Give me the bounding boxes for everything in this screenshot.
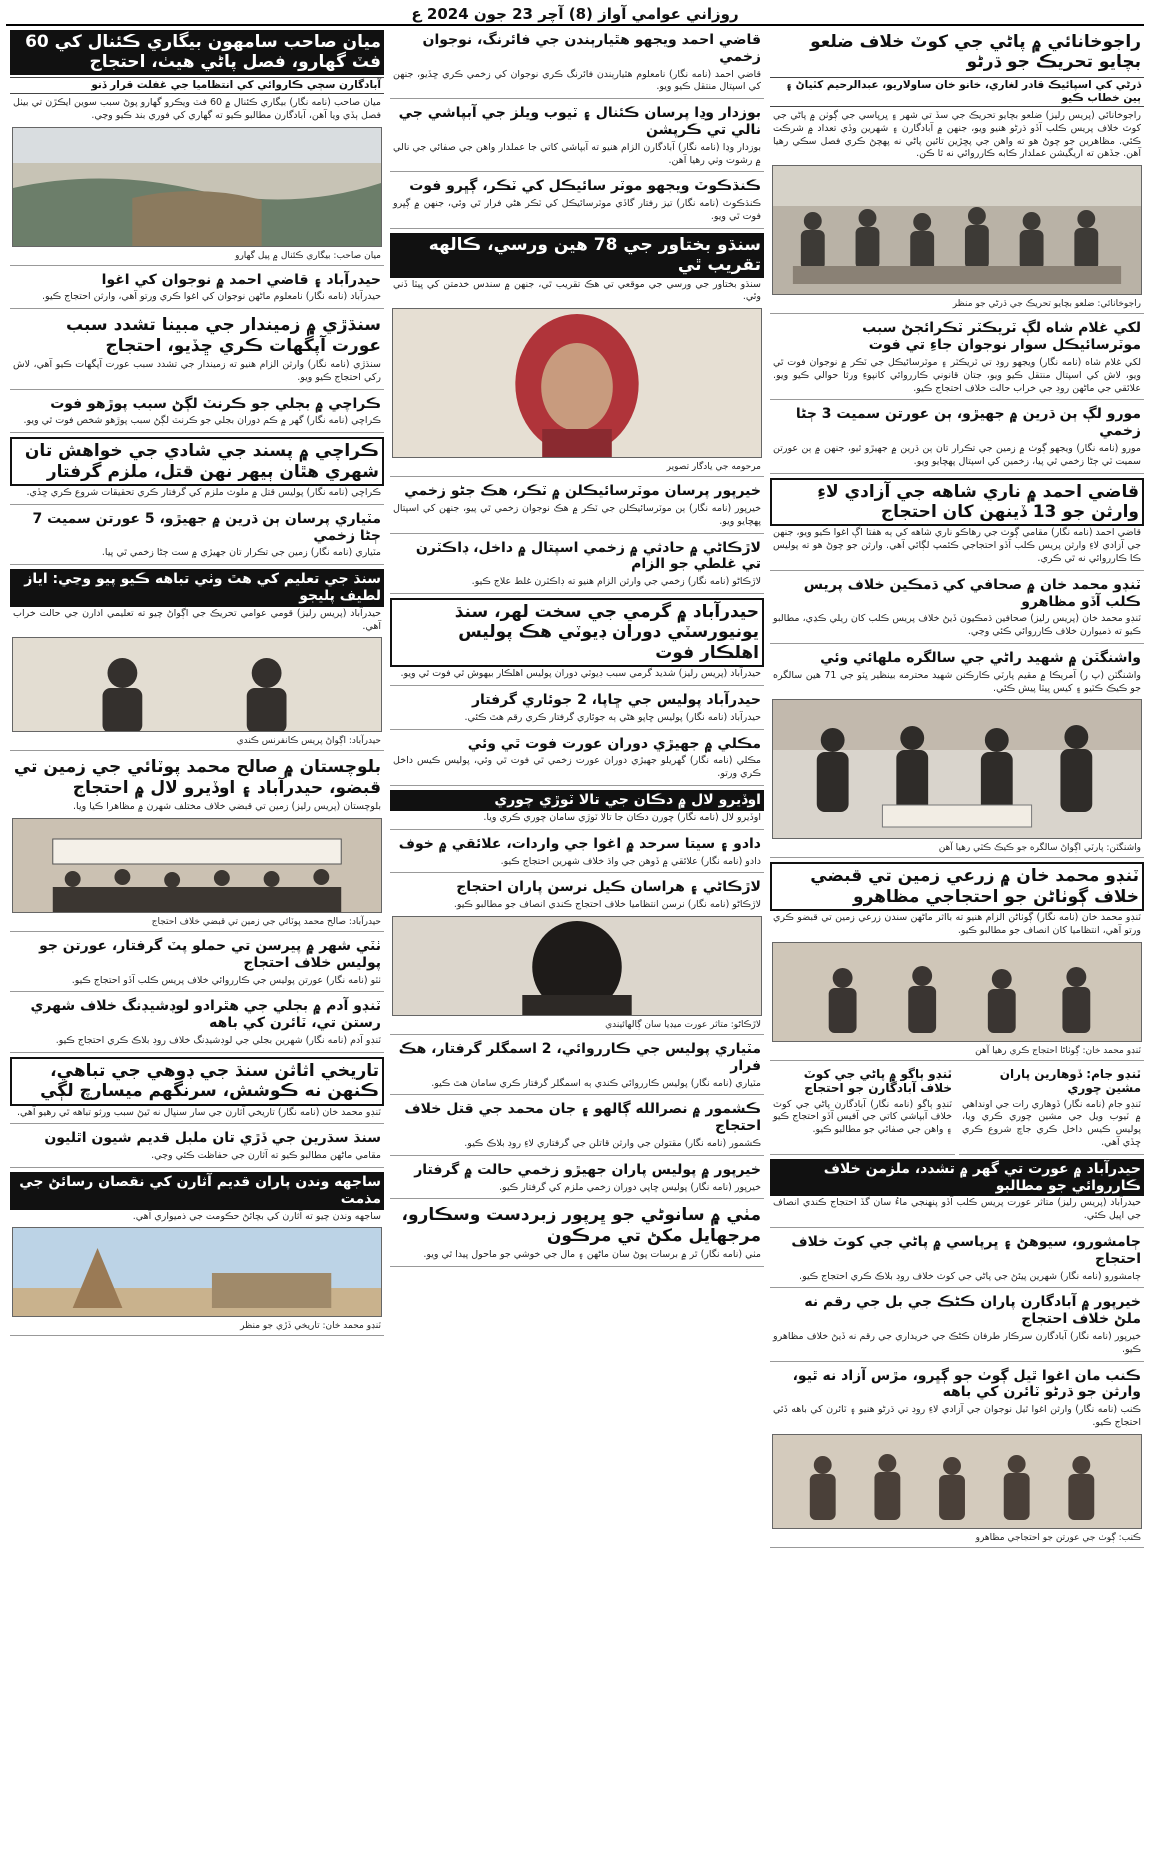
story-body: خيرپور (نامه نگار) ٻن موٽرسائيڪلن جي ٽڪر ۾ هڪ نوجوان زخمي ٿي پيو، جنهن کي اسپتال پهچايو ويو. [393,503,761,527]
photo-caption: راجوخانائي: ضلعو بچايو تحريڪ جي ڌرڻي جو منظر [952,299,1141,310]
headline: حيدرآباد ۾ عورت تي گهر ۾ تشدد، ملزمن خلاف ڪارروائي جو مطالبو [770,1159,1144,1197]
story-body: ٽنڊو جام (نامه نگار) ڏوهاري رات جي اونداهي ۾ ٽيوب ويل جي مشين چوري ڪري ويا، پوليس ڪيس داخل ڪري جاچ شروع ڪري ڇڏي آهي. [962,1098,1141,1149]
headline: مٺي ۾ سانوڻي جو ڀرپور زبردست وسڪارو، مرجهايل مکڻ تي مرڪون [401,1205,761,1246]
news-photo [772,699,1142,839]
headline: قاضي احمد ۾ ناري شاهه جي آزادي لاءِ وارثن جو 13 ڏينهن کان احتجاج [770,478,1144,527]
headline: لاڙڪاڻي ۽ هراسان ڪيل نرسن پاران احتجاج [456,879,761,896]
photo-caption: مرحومه جي يادگار تصوير [666,462,761,473]
story-body: ڪراچي (نامه نگار) گهر ۾ ڪم دوران بجلي جو ڪرنٽ لڳڻ سبب پوڙهو شخص فوت ٿي ويو. [23,415,381,427]
story [959,1065,1144,1155]
story [770,478,1144,571]
story-body: بوزدار وڍا (نامه نگار) آبادگارن الزام هنيو ته آبپاشي کاتي جا عملدار واهن جي صفائي جي نالي ۾ رشوت وٺي رهيا آهن. [393,141,761,166]
photo-caption: ڪنب: ڳوٺ جي عورتن جو احتجاجي مظاهرو [975,1532,1141,1543]
story-body: حيدرآباد (پريس رليز) قومي عوامي تحريڪ جي اڳواڻ چيو ته تعليمي ادارن جي حالت خراب آهي. [13,607,381,632]
subheadline: آبادگارن سڄي ڪاروائي کي انتظاميا جي غفلت قرار ڏنو [10,77,384,94]
story-body: مورو (نامه نگار) ويجهو ڳوٺ ۾ زمين جي تڪرار تان ٻن ڌرين ۾ جهيڙو ٿيو، جنهن ۾ ٻن عورتن سميت ٽي ڄڻا زخمي ٿي پيا، زخمين کي اسپتال پهچايو ويو. [773,442,1141,467]
headline: اوڏيرو لال ۾ دڪان جي تالا ٽوڙي چوري [390,790,764,811]
headline: مورو لڳ ٻن ڌرين ۾ جهيڙو، ٻن عورتن سميت 3 ڄڻا زخمي [795,406,1141,440]
story [390,877,764,1035]
story [770,1232,1144,1288]
headline: لکي غلام شاه لڳ ٽريڪٽر ٽڪرائجڻ سبب موٽرسائيڪل سوار نوجوان جاءِ تي فوت [862,320,1141,354]
story-body: ڪشمور (نامه نگار) مقتولن جي وارثن قاتلن جي گرفتاري لاءِ روڊ بلاڪ ڪيو. [464,1137,761,1149]
story-body: خيرپور (نامه نگار) پوليس ڇاپي دوران زخمي ملزم کي گرفتار ڪيو. [499,1181,761,1193]
headline: ڪنڌڪوٽ ويجهو موٽر سائيڪل کي ٽڪر، ڳڀرو فوت [409,178,761,195]
story-body: ٽنڊو محمد خان (نامه نگار) ڳوٺاڻن الزام هنيو ته بااثر ماڻهن سندن زرعي زمين تي قبضو ڪري ورتو آهي، انتظاميا کان انصاف جو مطالبو ڪيو. [773,912,1141,936]
story-body: اوڏيرو لال (نامه نگار) چورن دڪان جا تالا ٽوڙي سامان چوري ڪري ويا. [483,811,761,823]
column-middle [390,30,764,1856]
story-body: بلوچستان (پريس رليز) زمين تي قبضي خلاف مختلف شهرن ۾ مظاهرا ڪيا ويا. [73,801,381,813]
story-body: ڪراچي (نامه نگار) پوليس قتل ۾ ملوث ملزم کي گرفتار ڪري تحقيقات شروع ڪري ڇڏي. [26,486,381,498]
story [390,1099,764,1155]
headline: واشنگٽن ۾ شهيد راڻي جي سالگره ملهائي وئي [820,649,1141,666]
headline: حيدرآباد ۾ گرمي جي سخت لهر، سنڌ يونيورسٽي دوران ڊيوٽي هڪ پوليس اهلڪار فوت [390,598,764,667]
headline: خيرپور ۾ آبادگارن پاران ڪڻڪ جي بل جي رقم نه ملڻ خلاف احتجاج [804,1294,1141,1328]
story [10,270,384,310]
news-photo [392,916,762,1016]
story [770,318,1144,400]
story-body: دادو (نامه نگار) علائقي ۾ ڏوهن جي واڌ خلاف شهرين احتجاج ڪيو. [500,855,761,867]
story-body: حيدرآباد (نامه نگار) پوليس ڇاپو هڻي ٻه جوئاري گرفتار ڪري رقم هٿ ڪئي. [464,711,761,723]
subheadline: ڌرڻي کي اسپائيڪ قادر لغاري، خانو خان ساولاريو، عبدالرحيم کٽياڻ ۽ ٻين خطاب ڪيو [770,77,1144,107]
photo-caption: حيدرآباد: صالح محمد پوٽائي جي زمين تي قبضي خلاف احتجاج [151,916,381,927]
headline: ڪشمور ۾ نصرالله ڳالهو ۽ جان محمد جي قتل خلاف احتجاج [404,1101,761,1135]
photo-caption: ميان صاحب: بيگاري ڪئنال ۾ پيل گهارو [235,250,381,261]
headline: ٽنڊو جام: ڏوهارين پاران مشين چوري [999,1066,1141,1096]
news-photo [12,127,382,247]
story [10,313,384,389]
headline: مڪلي ۾ جهيڙي دوران عورت فوت ٿي وئي [467,735,761,752]
news-photo [12,818,382,913]
story-body: ٽنڊو ٻاگو (نامه نگار) آبادگارن پاڻي جي کوٽ خلاف آبپاشي کاتي جي آفيس آڏو احتجاج ڪيو ۽ واهن جي صفائي جو مطالبو ڪيو. [773,1098,952,1136]
photo-caption: حيدرآباد: اڳواڻ پريس ڪانفرنس ڪندي [236,736,381,747]
headline: حيدرآباد ۽ قاضي احمد ۾ نوجوان کي اغوا [101,271,381,288]
story-body: مٽياري (نامه نگار) پوليس ڪارروائي ڪندي ٻه اسمگلر گرفتار ڪري سامان هٿ ڪيو. [431,1077,761,1089]
story-body: ٽنڊو محمد خان (نامه نگار) تاريخي آثارن جي سار سنڀال نه ٿيڻ سبب ورثو تباهه ٿي رهيو آهي. [16,1106,381,1118]
headline: مٽياري پرسان ٻن ڌرين ۾ جهيڙو، 5 عورتن سميت 7 ڄڻا زخمي [32,510,381,544]
story [10,394,384,434]
story [770,648,1144,858]
story [10,996,384,1052]
story-body: ڪنب (نامه نگار) وارثن اغوا ٿيل نوجوان جي آزادي لاءِ روڊ تي ڌرڻو هنيو ۽ ٽائرن کي باهه ڏئي احتجاج ڪيو. [773,1404,1141,1429]
news-photo [772,1434,1142,1529]
story [390,1039,764,1095]
headline: ٽنڊو محمد خان ۾ صحافي کي ڌمڪين خلاف پريس ڪلب آڏو مظاهرو [803,576,1141,610]
headline: قاضي احمد ويجهو هٿيارٻندن جي فائرنگ، نوجوان زخمي [422,32,761,65]
story-body: لاڙڪاڻو (نامه نگار) زخمي جي وارثن الزام هنيو ته ڊاڪٽرن غلط علاج ڪيو. [471,576,761,588]
masthead [6,4,1144,26]
story-body: حيدرآباد (پريس رليز) شديد گرمي سبب ڊيوٽي دوران پوليس اهلڪار بيهوش ٿي فوت ٿي ويو. [400,668,761,680]
headline: بوزدار وڍا پرسان ڪئنال ۽ ٽيوب ويلز جي آبپاشي جي نالي تي ڪرپشن [398,105,761,139]
portrait-photo [392,308,762,458]
story-body: سنڌو بختاور جي ورسي جي موقعي تي هڪ تقريب ٿي، جنهن ۾ سندس خدمتن کي ڀيٽا ڏني وئي. [393,278,761,303]
headline: سنڌ جي تعليم کي هٿ وٺي تباهه ڪيو پيو وڃي: اياز لطيف پليجو [10,569,384,607]
story [10,755,384,932]
story [770,862,1144,1060]
headline: ڪراچي ۾ پسند جي شادي جي خواهش تان شهري هٿان ٻيهر نهن قتل، ملزم گرفتار [10,437,384,486]
story [390,1160,764,1200]
headline: ڄامشورو، سيوهڻ ۽ ڀرپاسي ۾ پاڻي جي کوٽ خلاف احتجاج [791,1234,1141,1267]
headline: ٽنڊو محمد خان ۾ زرعي زمين تي قبضي خلاف ڳوٺاڻن جو احتجاجي مظاهرو [770,862,1144,911]
photo-caption: لاڙڪاڻو: متاثر عورت ميڊيا سان ڳالهائيندي [605,1019,761,1030]
headline: لاڙڪاڻي ۾ حادثي ۾ زخمي اسپتال ۾ داخل، ڊاڪٽرن تي غلطي جو الزام [415,539,761,573]
story-body: مٽياري (نامه نگار) زمين جي تڪرار تان جهيڙي ۾ ست ڄڻا زخمي ٿي پيا. [101,547,381,559]
headline: تاريخي اثاثن سنڌ جي ڊوهي جي تباهي، ڪنهن نه ڪوشش، سرنگهم ميسارچ لڳي [10,1057,384,1106]
headline: بلوچستان ۾ صالح محمد پوٽائي جي زمين تي قبضو، حيدرآباد ۽ اوڏيرو لال ۾ احتجاج [13,757,381,798]
column-right [770,30,1144,1856]
headline: ميان صاحب سامهون بيگاري ڪئنال کي 60 فٽ گهارو، فصل پاڻي هيٺ، احتجاج [10,30,384,75]
story [390,734,764,786]
headline: ٺٽي شهر ۾ پيرسن تي حملو پٽ گرفتار، عورتن جو پوليس خلاف احتجاج [39,937,381,971]
story-body: راجوخانائي (پريس رليز) ضلعو بچايو تحريڪ جي سڏ تي شهر ۽ ڀرپاسي جي ڳوٺن ۾ پاڻي جي کوٽ خلاف پريس ڪلب آڏو ڌرڻو هنيو ويو، جنهن ۾ آبادگارن ۽ شهرين وڏي تعداد ۾ شرڪت ڪئي. مظاهرين جو چوڻ هو ته واهن جي پڇڙين تائين پاڻي نه پهچڻ ڪري فصل سڪي رهيا آهن. جڏهن ته اريگيشن عملدار ڪابه ڪارروائي نه ٿا ڪن. [773,110,1141,160]
headline: خيرپور ۾ پوليس پاران جهيڙو زخمي حالت ۾ گرفتار [414,1161,761,1178]
story-body: قاضي احمد (نامه نگار) مقامي ڳوٺ جي رهاڪو ناري شاهه کي ٻه هفتا اڳ اغوا ڪيو ويو، جنهن جي آزادي لاءِ وارثن پريس ڪلب آڏو احتجاجي ڪئمپ لڳائي آهي. وارثن جو چوڻ هو ته پوليس ڪا ڪارروائي نه ٿي ڪري. [772,527,1141,564]
photo-caption: ٽنڊو محمد خان: ڳوٺاڻا احتجاج ڪري رهيا آهن [975,1045,1141,1056]
headline: ٽنڊو آدم ۾ بجلي جي هٿرادو لوڊشيڊنگ خلاف شهري رستن تي، ٽائرن کي باهه [30,998,381,1032]
story-body: ٽنڊو محمد خان (پريس رليز) صحافين ڌمڪيون ڏيڻ خلاف پريس ڪلب کان ريلي ڪڍي، مطالبو ڪيو ته ذميوارن خلاف ڪارروائي ڪئي وڃي. [773,613,1141,638]
story-body: ميان صاحب (نامه نگار) بيگاري ڪئنال ۾ 60 فٽ ويڪرو گهارو پوڻ سبب سوين ايڪڙن تي بيٺل فصل ٻڏي ويا آهن، آبادگارن مطالبو ڪيو ته گهاري کي فوري بند ڪيو وڃي. [13,96,381,121]
headline: حيدرآباد پوليس جي ڇاپا، 2 جوئاري گرفتار [471,692,761,709]
headline: دادو ۽ سيتا سرحد ۾ اغوا جي واردات، علائقي ۾ خوف [398,835,761,852]
story [390,790,764,830]
story [770,575,1144,644]
headline: ڪراچي ۾ بجلي جو ڪرنٽ لڳڻ سبب پوڙهو فوت [50,395,381,412]
story-body: ڪنڌڪوٽ (نامه نگار) تيز رفتار گاڏي موٽرسائيڪل کي ٽڪر هڻي فرار ٿي وئي، جنهن ۾ ڳڀرو فوت ٿي ويو. [393,198,761,223]
story [770,30,1144,314]
story-body: ساجهه وندن چيو ته آثارن کي بچائڻ حڪومت جي ذميواري آهي. [132,1210,381,1222]
story-pair [770,1065,1144,1155]
photo-caption: ٽنڊو محمد خان: تاريخي ڏڙي جو منظر [240,1321,381,1332]
story-body: لاڙڪاڻو (نامه نگار) نرسن انتظاميا خلاف احتجاج ڪندي انصاف جو مطالبو ڪيو. [453,899,761,911]
story [10,509,384,565]
headline: خيرپور پرسان موٽرسائيڪلن ۾ ٽڪر، هڪ جڻو زخمي [404,483,761,500]
story [390,834,764,874]
story-body: حيدرآباد (نامه نگار) نامعلوم ماڻهن نوجوان کي اغوا ڪري ورتو آهي، وارثن احتجاج ڪيو. [42,291,381,303]
headline: راجوخانائي ۾ پاڻي جي کوٽ خلاف ضلعو بچايو تحريڪ جو ڌرڻو [810,32,1141,73]
story [10,936,384,992]
story [770,1366,1144,1548]
story [390,690,764,730]
story [390,598,764,686]
story [390,1203,764,1267]
story [10,1057,384,1125]
story [390,538,764,594]
story-body: لکي غلام شاه (نامه نگار) ويجهو روڊ تي ٽريڪٽر ۽ موٽرسائيڪل جي ٽڪر ۾ نوجوان فوت ٿي ويو، لاش کي اسپتال منتقل ڪيو ويو، جتان قانوني ڪارروائي کانپوءِ ورثا حوالي ڪيو ويو. علائقي جي ماڻهن روڊ جي خراب حالت خلاف احتجاج ڪيو. [773,356,1141,394]
columns [6,30,1144,1856]
story-body: حيدرآباد (پريس رليز) متاثر عورت پريس ڪلب آڏو پنهنجي ماءُ سان گڏ احتجاج ڪندي انصاف جي اپيل ڪئي. [773,1197,1141,1222]
news-photo [772,165,1142,295]
news-photo [772,942,1142,1042]
story [10,569,384,751]
headline: سنڌ سڌرين جي ڏڙي تان ملبل قديم شيون اٿليون [44,1130,381,1147]
story-body: مٺي (نامه نگار) ٿر ۾ برسات پوڻ سان ماڻهن ۽ مال جي خوشي جو ماحول پيدا ٿي ويو. [423,1249,761,1261]
story [390,233,764,477]
story [770,1159,1144,1228]
news-photo [12,1227,382,1317]
story [10,437,384,505]
story-body: واشنگٽن (پ ر) آمريڪا ۾ مقيم پارٽي ڪارڪنن شهيد محترمه بينظير ڀٽو جي 71 هين سالگره جو ڪيڪ ڪٽيو ۽ کيس ڀيٽا پيش ڪئي. [773,669,1141,694]
story-body: ٽنڊو آدم (نامه نگار) شهرين بجلي جي لوڊشيڊنگ خلاف روڊ بلاڪ ڪري احتجاج ڪيو. [55,1034,381,1046]
story-body: خيرپور (نامه نگار) آبادگارن سرڪار طرفان ڪڻڪ جي خريداري جي رقم نه ڏيڻ خلاف مظاهرو ڪيو. [773,1331,1141,1355]
story [390,481,764,533]
headline: مٽياري پوليس جي ڪارروائي، 2 اسمگلر گرفتار، هڪ فرار [398,1040,761,1074]
story [770,404,1144,473]
story [770,1292,1144,1361]
story-body: ڄامشورو (نامه نگار) شهرين پيئڻ جي پاڻي جي کوٽ خلاف روڊ بلاڪ ڪري احتجاج ڪيو. [799,1270,1141,1282]
story-body: ٺٽو (نامه نگار) عورتن پوليس جي ڪارروائي خلاف پريس ڪلب آڏو احتجاج ڪيو. [71,974,381,986]
headline: ٽنڊو ٻاگو ۾ پاڻي جي کوٽ خلاف آبادگارن جو احتجاج [803,1066,952,1096]
story [390,30,764,99]
story-body: قاضي احمد (نامه نگار) نامعلوم هٿيارٻندن فائرنگ ڪري نوجوان کي زخمي ڪري ڇڏيو، جنهن کي اسپتال منتقل ڪيو ويو. [393,68,761,93]
story-body: مڪلي (نامه نگار) گهريلو جهيڙي دوران عورت زخمي ٿي فوت ٿي وئي، پوليس ڪيس داخل ڪري ورتو. [393,755,761,780]
headline: ساجهه وندن پاران قديم آثارن کي نقصان رسائڻ جي مذمت [10,1172,384,1210]
story [10,30,384,266]
story [390,176,764,228]
column-left [10,30,384,1856]
headline: سنڌڙي ۾ زميندار جي مبينا تشدد سبب عورت آپگهات ڪري ڇڏيو، احتجاج [66,315,381,356]
story [390,103,764,172]
news-photo [12,637,382,732]
headline: سنڌو بختاور جي 78 هين ورسي، ڪالهه تقريب ٿي [390,233,764,278]
story-body: سنڌڙي (نامه نگار) وارثن الزام هنيو ته زميندار جي تشدد سبب عورت آپگهات ڪيو آهي، لاش رکي احتجاج ڪيو ويو. [13,358,381,383]
masthead-title: روزاني عوامي آواز (8) آچر 23 جون 2024 ع [411,5,739,23]
photo-caption: واشنگٽن: پارٽي اڳواڻ سالگره جو ڪيڪ ڪٽي رهيا آهن [938,843,1141,854]
story-body: مقامي ماڻهن مطالبو ڪيو ته آثارن جي حفاظت ڪئي وڃي. [151,1150,381,1162]
headline: ڪنب مان اغوا ٿيل ڳوٺ جو ڳڀرو، مڙس آزاد نه ٿيو، وارثن جو ڌرڻو ٽائرن کي باهه [792,1367,1141,1401]
story [770,1065,955,1155]
story [10,1128,384,1168]
story [10,1172,384,1336]
